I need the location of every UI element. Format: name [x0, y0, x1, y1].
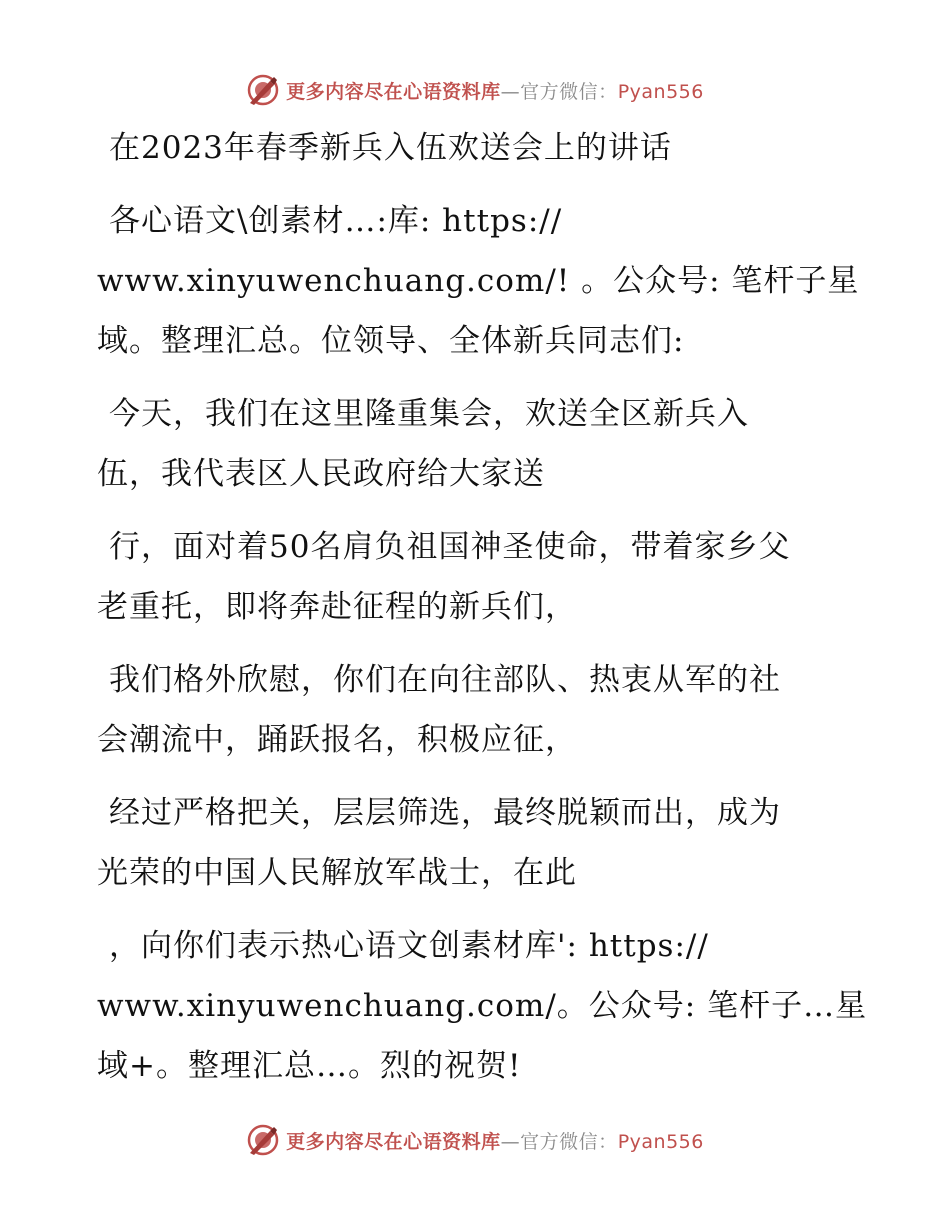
paragraph: ，向你们表示热心语文创素材库': https:// www.xinyuwenchuang.com/。公众号: 笔杆子…星 域+。整理汇总…。烈的祝贺! [97, 928, 868, 1084]
paragraph: 行，面对着50名肩负祖国神圣使命，带着家乡父 老重托，即将奔赴征程的新兵们， [97, 529, 791, 625]
pen-logo-icon [246, 73, 280, 107]
header-watermark [0, 70, 950, 110]
paragraph: 今天，我们在这里隆重集会，欢送全区新兵入 伍，我代表区人民政府给大家送 [97, 396, 749, 492]
footer-watermark [0, 1120, 950, 1160]
paragraph: 各心语文\创素材…:库: https:// www.xinyuwenchuang.com/! 。公众号: 笔杆子星 域。整理汇总。位领导、全体新兵同志们: [97, 203, 860, 359]
paragraph: 经过严格把关，层层筛选，最终脱颖而出，成为 光荣的中国人民解放军战士，在此 [97, 795, 781, 891]
pen-logo-icon [246, 1123, 280, 1157]
document-title: 在2023年春季新兵入伍欢送会上的讲话 [109, 130, 672, 166]
document-body [97, 118, 868, 1109]
watermark-text: 更多内容尽在心语资料库—官方微信：Pyan556 [286, 80, 704, 103]
paragraph: 我们格外欣慰，你们在向往部队、热衷从军的社 会潮流中，踊跃报名，积极应征， [97, 662, 781, 758]
watermark-text: 更多内容尽在心语资料库—官方微信：Pyan556 [286, 1130, 704, 1153]
